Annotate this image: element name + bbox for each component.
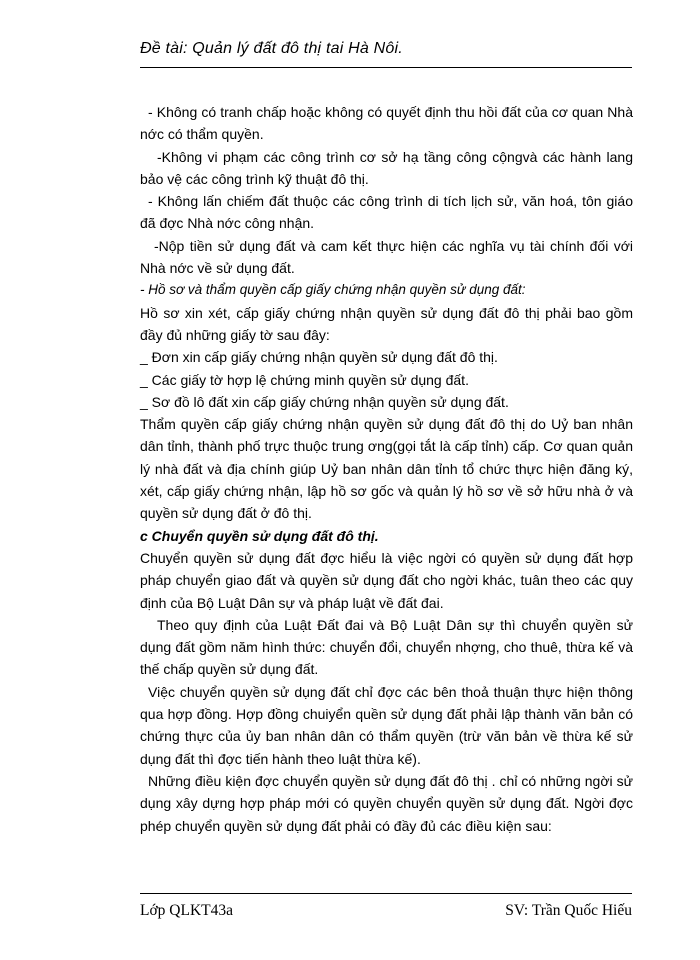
paragraph-dossier-intro: Hồ sơ xin xét, cấp giấy chứng nhận quyền sử dụng đất đô thị phải bao gồm đầy đủ những giấy tờ sau đây:: [140, 304, 633, 343]
paragraph-condition-no-encroachment: - Không lấn chiếm đất thuộc các công trình di tích lịch sử, văn hoá, tôn giáo đã đợc Nhà nớc công nhận.: [140, 193, 633, 232]
footer-class: Lớp QLKT43a: [140, 902, 233, 919]
body-text: [140, 101, 633, 837]
section-heading-transfer: c Chuyển quyền sử dụng đất đô thị.: [140, 527, 379, 544]
paragraph-condition-no-violation: -Không vi phạm các công trình cơ sở hạ tầng công cộngvà các hành lang bảo vệ các công trình kỹ thuật đô thị.: [140, 148, 633, 187]
paragraph-transfer-conditions: Những điều kiện đợc chuyển quyền sử dụng đất đô thị . chỉ có những ngời sử dụng xây dựng hợp pháp mới có quyền chuyển quyền sử dụng đất. Ngời đợc phép chuyển quyền sử dụng đất phải có đầy đủ các điều kiện sau:: [140, 772, 633, 834]
subheading-dossier-authority: - Hồ sơ và thẩm quyền cấp giấy chứng nhận quyền sử dụng đất:: [140, 282, 526, 298]
list-item-lot-diagram: _ Sơ đồ lô đất xin cấp giấy chứng nhận quyền sử dụng đất.: [140, 393, 509, 410]
paragraph-condition-no-dispute: - Không có tranh chấp hoặc không có quyết định thu hồi đất của cơ quan Nhà nớc có thẩm quyền.: [140, 104, 633, 143]
paragraph-transfer-forms: Theo quy định của Luật Đất đai và Bộ Luật Dân sự thì chuyển quyền sử dụng đất gồm năm hình thức: chuyển đổi, chuyển nhợng, cho thuê, thừa kế và thế chấp quyền sử dụng đất.: [140, 616, 633, 678]
paragraph-transfer-definition: Chuyển quyền sử dụng đất đợc hiểu là việc ngời có quyền sử dụng đất hợp pháp chuyển giao đất và quyền sử dụng đất cho ngời khác, tuân theo các quy định của Bộ Luật Dân sự và pháp luật về đất đai.: [140, 549, 633, 611]
footer-divider: [140, 893, 632, 894]
paragraph-authority: Thẩm quyền cấp giấy chứng nhận quyền sử dụng đất đô thị do Uỷ ban nhân dân tỉnh, thành phố trực thuộc trung ơng(gọi tắt là cấp tỉnh) cấp. Cơ quan quản lý nhà đất và địa chính giúp Uỷ ban nhân dân tỉnh tổ chức thực hiện đăng ký, xét, cấp giấy chứng nhận, lập hồ sơ gốc và quản lý hồ sơ về sở hữu nhà ở và quyền sử dụng đất ở đô thị.: [140, 416, 633, 522]
list-item-application: _ Đơn xin cấp giấy chứng nhận quyền sử dụng đất đô thị.: [140, 349, 498, 366]
paragraph-condition-payment: -Nộp tiền sử dụng đất và cam kết thực hiện các nghĩa vụ tài chính đối với Nhà nớc về sử dụng đất.: [140, 237, 633, 277]
paragraph-transfer-contract: Việc chuyển quyền sử dụng đất chỉ đợc các bên thoả thuận thực hiện thông qua hợp đồng. Hợp đồng chuiyển quền sử dụng đất phải lập thành văn bản có chứng thực của ủy ban nhân dân có thẩm quyền (trừ văn bản về thừa kế sử dụng đất thì đợc tiến hành theo luật thừa kế).: [140, 683, 633, 767]
list-item-valid-papers: _ Các giấy tờ hợp lệ chứng minh quyền sử dụng đất.: [140, 371, 469, 388]
page-header-title: Đề tài: Quản lý đất đô thị tai Hà Nôi.: [140, 40, 403, 57]
header-divider: [140, 67, 632, 68]
footer-student: SV: Trần Quốc Hiếu: [505, 902, 632, 919]
